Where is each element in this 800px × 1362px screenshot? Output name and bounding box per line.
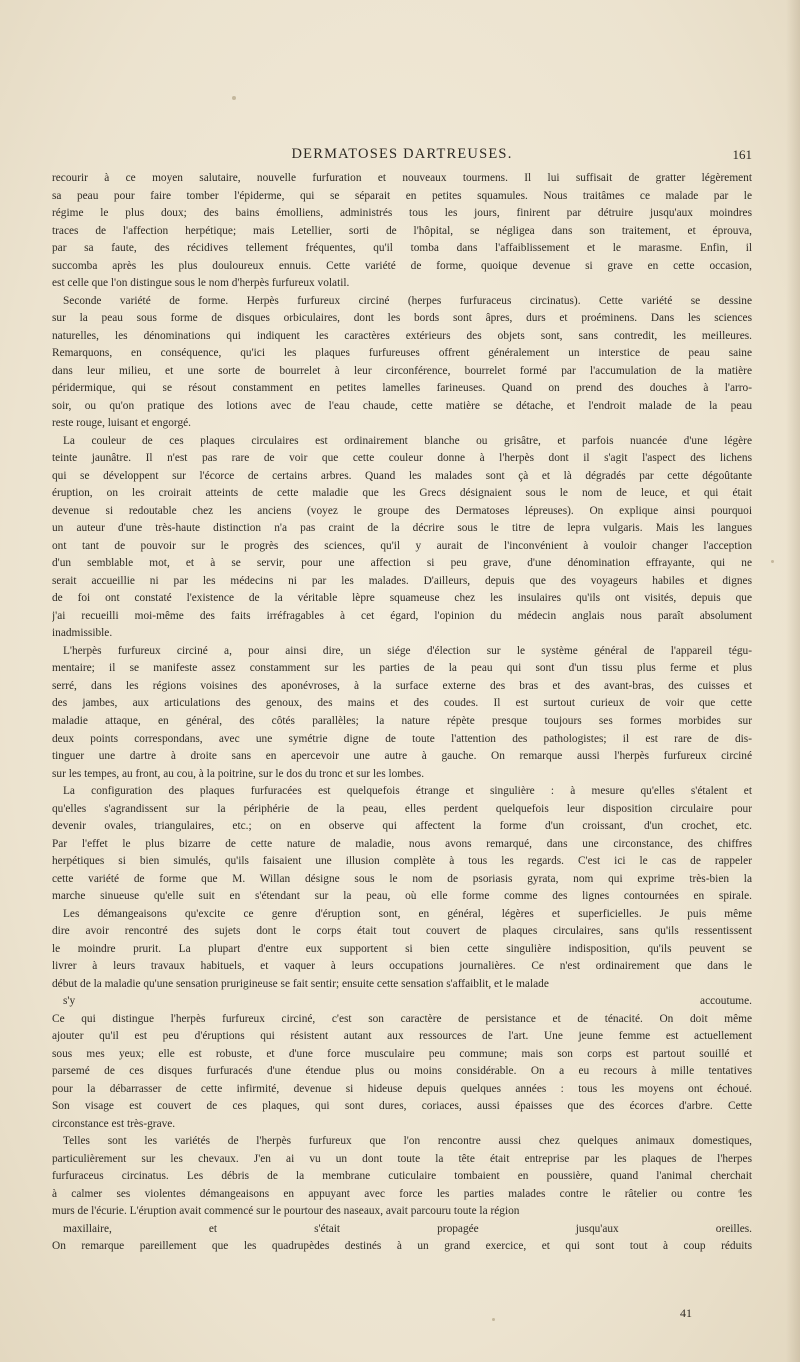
- text-line: de foi ont constaté l'existence de la véritable lèpre squameuse chez les insulaires qu'ils ont visités, depuis que: [52, 592, 752, 605]
- text-line: particulièrement sur les chevaux. J'en ai vu un dont toute la tête était entreprise par les plaques de l'herpes: [52, 1152, 752, 1165]
- body-text: [52, 170, 752, 1256]
- foxing-spot: [738, 1190, 741, 1193]
- text-line: le moindre prurit. La plupart d'entre eux supportent si bien cette singulière indisposition, qu'ils peuvent se: [52, 942, 752, 955]
- text-line: marche sinueuse qu'elle suit en s'étendant sur la peau, où elle forme comme des lignes contournées en spirale.: [52, 890, 752, 903]
- text-line: des jambes, aux articulations des genoux, des mains et des coudes. Il est surtout curieux de voir que cette: [52, 697, 752, 710]
- text-line: devenue si redoutable chez les anciens (voyez le groupe des Dermatoses lépreuses). On explique ainsi pourquoi: [52, 504, 752, 517]
- text-line: sur la peau sous forme de disques orbiculaires, dont les bords sont âpres, durs et proéminens. Dans les sciences: [52, 312, 752, 325]
- text-line: serré, dans les régions voisines des aponévroses, à la surface externe des bras et des avant-bras, des cuisses et: [52, 679, 752, 692]
- text-line: soir, ou qu'on pratique des lotions avec de l'eau chaude, cette matière se détache, et l'endroit malade de la peau: [52, 399, 752, 412]
- text-line: Les démangeaisons qu'excite ce genre d'éruption sont, en général, légères et superficielles. Je puis même: [63, 907, 752, 920]
- running-title: DERMATOSES DARTREUSES.: [291, 146, 513, 162]
- text-line: parsemé de ces disques furfuracés d'une étendue plus ou moins considérable. On a eu recours à mille tentatives: [52, 1065, 752, 1078]
- text-line: Son visage est couvert de ces plaques, qui sont dures, coriaces, aussi épaisses que des écorces d'arbre. Cette: [52, 1100, 752, 1113]
- text-line: La configuration des plaques furfuracées est quelquefois étrange et singulière : à mesure qu'elles s'étalent et: [63, 785, 752, 798]
- text-line: mentaire; il se manifeste assez constamment sur les parties de la peau qui sont d'un tissu plus ferme et plus: [52, 662, 752, 675]
- signature-mark: 41: [680, 1306, 692, 1320]
- text-line: circonstance est très-grave.: [52, 1117, 176, 1130]
- text-line: dire avoir rencontré des sujets dont le corps était tout couvert de plaques circulaires, sans qu'ils ressentissent: [52, 925, 752, 938]
- text-line: succomba après les plus douloureux ennuis. Cette variété de forme, quoique devenue si grave en cette occasion,: [52, 259, 752, 272]
- text-line: sous mes yeux; elle est robuste, et d'une force musculaire peu commune; mais son corps est partout souillé et: [52, 1047, 752, 1060]
- text-line: maxillaire, et s'était propagée jusqu'aux oreilles.: [63, 1222, 752, 1235]
- foxing-spot: [232, 96, 236, 100]
- text-line: livrer à leurs travaux habituels, et vaquer à leurs occupations journalières. Ce n'est ordinairement que dans le: [52, 960, 752, 973]
- foxing-spot: [771, 560, 774, 563]
- text-line: qui se développent sur l'écorce de certains arbres. Quand les malades sont çà et là dégradés par cette dégoûtante: [52, 469, 752, 482]
- text-line: un auteur d'une très-haute distinction n'a pas craint de la décrire sous le titre de lepra vulgaris. Mais les langues: [52, 522, 752, 535]
- text-line: herpétiques si bien simulés, qu'ils faisaient une illusion complète à tous les regards. C'est ici le cas de rappeler: [52, 855, 752, 868]
- text-line: devenir ovales, triangulaires, etc.; on en observe qui affectent la forme d'un croissant, d'un crochet, etc.: [52, 820, 752, 833]
- text-line: Telles sont les variétés de l'herpès furfureux que l'on rencontre aussi chez quelques animaux domestiques,: [63, 1135, 752, 1148]
- text-line: reste rouge, luisant et engorgé.: [52, 417, 192, 430]
- text-line: maladie attaque, en général, des côtés parallèles; la nature répète presque toujours ses formes morbides sur: [52, 714, 752, 727]
- text-line: qu'elles s'agrandissent sur la périphérie de la peau, elles perdent quelquefois leur disposition circulaire pour: [52, 802, 752, 815]
- text-line: recourir à ce moyen salutaire, nouvelle furfuration et nouveaux tourmens. Il lui suffisait de gratter légèrement: [52, 172, 752, 184]
- text-line: naturelles, les dénominations qui indiquent les caractères extérieurs des objets sont, sans contredit, les meilleures.: [52, 329, 752, 342]
- text-line: régime le plus doux; des bains émolliens, administrés tous les jours, finirent par détruire jusqu'aux moindres: [52, 207, 752, 220]
- text-line: deux points correspondans, avec une symétrie digne de toute l'attention des pathologistes; il est rare de dis-: [52, 732, 752, 745]
- text-line: L'herpès furfureux circiné a, pour ainsi dire, un siége d'élection sur le système général de l'appareil tégu-: [63, 644, 752, 657]
- text-line: pour la débarrasser de cette infirmité, devenue si hideuse depuis quelques années : tous les moyens ont échoué.: [52, 1082, 752, 1095]
- text-line: par sa faute, des récidives tellement fréquentes, qu'il tomba dans l'affaiblissement et le marasme. Enfin, il: [52, 242, 752, 255]
- text-line: tinguer une dartre à droite sans en apercevoir une autre à gauche. On remarque aussi l'herpès furfureux circiné: [52, 750, 752, 763]
- foxing-spot: [492, 1318, 495, 1321]
- text-line: On remarque pareillement que les quadrupèdes destinés à un grand exercice, et qui sont tout à coup réduits: [52, 1240, 752, 1253]
- text-line: d'un semblable mot, et à se servir, pour une affection si peu grave, d'une dénomination effrayante, qui ne: [52, 557, 752, 570]
- page-header: [52, 146, 752, 168]
- page-number: 161: [732, 147, 752, 162]
- text-line: s'y accoutume.: [63, 995, 752, 1008]
- text-line: Par l'effet le plus bizarre de cette nature de maladie, nous avons remarqué, dans une circonstance, des chiffres: [52, 837, 752, 850]
- text-line: La couleur de ces plaques circulaires est ordinairement blanche ou grisâtre, et parfois nuancée d'une légère: [63, 434, 752, 447]
- text-line: sa peau pour faire tomber l'épiderme, qui se séparait en petites squamules. Nous traitâmes ce malade par le: [52, 189, 752, 202]
- text-line: j'ai recueilli moi-même des faits irréfragables à cet égard, l'opinion du médecin anglais nous paraît absolument: [52, 609, 752, 622]
- text-line: dans leur milieu, et une sorte de bourrelet à leur circonférence, bourrelet formé par l'accumulation de la matière: [52, 364, 752, 377]
- text-line: péridermique, qui se résout constamment en petites lamelles farineuses. Quand on prend des douches à l'arro-: [52, 382, 752, 395]
- page-edge-shadow: [786, 0, 800, 1362]
- text-line: cette variété de forme que M. Willan désigne sous le nom de psoriasis gyrata, nom qui exprime très-bien la: [52, 872, 752, 885]
- text-line: Ce qui distingue l'herpès furfureux circiné, c'est son caractère de persistance et de ténacité. On doit même: [52, 1012, 752, 1025]
- text-line: murs de l'écurie. L'éruption avait commencé sur le pourtour des naseaux, avait parcouru toute la région: [52, 1205, 520, 1218]
- text-line: à calmer ses violentes démangeaisons en appuyant avec force les parties malades contre le râtelier ou contre les: [52, 1187, 752, 1200]
- text-line: serait accueillie ni par les médecins ni par les malades. D'ailleurs, depuis que des voyageurs habiles et dignes: [52, 574, 752, 587]
- text-line: sur les tempes, au front, au cou, à la poitrine, sur le dos du tronc et sur les lombes.: [52, 767, 425, 780]
- text-line: traces de l'affection herpétique; mais Letellier, sorti de l'hôpital, se négligea dans son traitement, et éprouva,: [52, 224, 752, 237]
- text-line: ont tant de pouvoir sur le progrès des sciences, qu'il y aurait de l'inconvénient à vouloir changer l'acception: [52, 539, 752, 552]
- text-line: début de la maladie qu'une sensation prurigineuse se fait sentir; ensuite cette sensation s'affaiblit, et le malade: [52, 977, 549, 990]
- text-line: teinte jaunâtre. Il n'est pas rare de voir que cette couleur donne à l'herpès dont il s'agit l'aspect des lichens: [52, 452, 752, 465]
- text-line: Seconde variété de forme. Herpès furfureux circiné (herpes furfuraceus circinatus). Cette variété se dessine: [63, 294, 752, 307]
- text-line: ajouter qu'il est peu d'éruptions qui résistent autant aux ressources de l'art. Une jeune femme est actuellement: [52, 1030, 752, 1043]
- text-line: est celle que l'on distingue sous le nom d'herpès furfureux volatil.: [52, 277, 350, 290]
- text-line: éruption, on les croirait atteints de cette maladie que les Grecs désignaient sous le nom de leuce, et qui était: [52, 487, 752, 500]
- text-line: furfuraceus circinatus. Les débris de la membrane cuticulaire tombaient en poussière, quand l'animal cherchait: [52, 1170, 752, 1183]
- text-line: Remarquons, en conséquence, qu'ici les plaques furfureuses offrent généralement un interstice de peau saine: [52, 347, 752, 360]
- text-line: inadmissible.: [52, 627, 113, 640]
